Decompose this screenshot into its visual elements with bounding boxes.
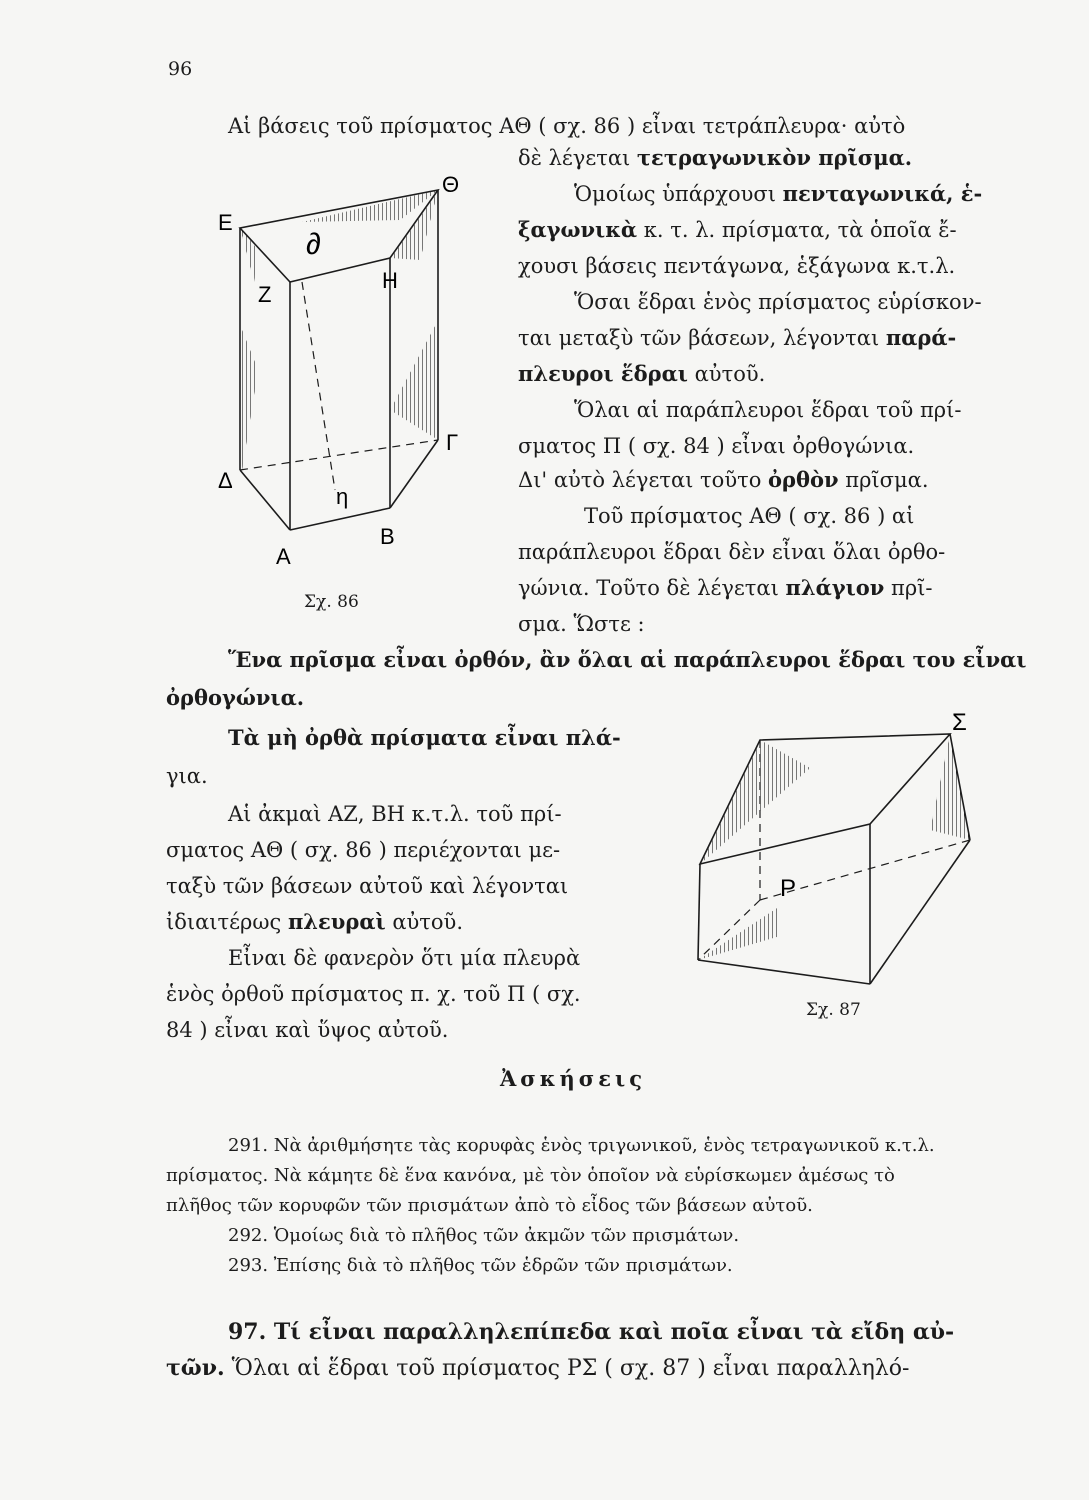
figure-86-caption: Σχ. 86: [304, 592, 359, 612]
exercise-291: 291. Νὰ ἀριθμήσητε τὰς κορυφὰς ἑνὸς τριγωνικοῦ, ἑνὸς τετραγωνικοῦ κ.τ.λ.: [228, 1135, 935, 1156]
label-Sigma: Σ: [952, 709, 967, 736]
text-span: πρῖσμα.: [838, 468, 929, 492]
text-line: Αἱ ἀκμαὶ ΑΖ, ΒΗ κ.τ.λ. τοῦ πρί-: [228, 802, 562, 826]
figure-86: [210, 170, 490, 610]
prism-diagram: [210, 170, 490, 610]
text-line: [518, 144, 912, 172]
text-span: αὐτοῦ.: [385, 910, 463, 934]
text-line: Αἱ βάσεις τοῦ πρίσματος ΑΘ ( σχ. 86 ) εἶναι τετράπλευρα· αὐτὸ: [228, 114, 906, 138]
label-theta: Θ: [442, 172, 460, 197]
bold-term: πλευροι ἕδραι: [518, 361, 688, 386]
exercise-293: 293. Ἐπίσης διὰ τὸ πλῆθος τῶν ἑδρῶν τῶν πρισμάτων.: [228, 1255, 733, 1276]
bold-term: ξαγωνικὰ: [518, 217, 638, 242]
label-P: Ρ: [780, 875, 797, 902]
text-span: κ. τ. λ. πρίσματα, τὰ ὁποῖα ἔ-: [637, 218, 957, 242]
text-span: αὐτοῦ.: [687, 362, 766, 386]
shading: [390, 320, 438, 440]
hidden-edge: [240, 440, 438, 470]
text-line: σματος ΑΘ ( σχ. 86 ) περιέχονται με-: [166, 838, 561, 862]
label-A: Α: [276, 544, 291, 569]
figure-87: [660, 709, 990, 1020]
section-97-text: [166, 1354, 909, 1383]
text-line: Εἶναι δὲ φανερὸν ὅτι μία πλευρὰ: [228, 946, 581, 970]
text-line: Ὅλαι αἱ παράπλευροι ἕδραι τοῦ πρί-: [574, 398, 962, 422]
bold-term: τῶν.: [166, 1355, 225, 1381]
text-span: ται μεταξὺ τῶν βάσεων, λέγονται: [518, 326, 886, 350]
bold-term: τετραγωνικὸν πρῖσμα.: [636, 145, 913, 170]
height-line: [302, 282, 335, 490]
text-line: παράπλευροι ἕδραι δὲν εἶναι ὅλαι ὀρθο-: [518, 540, 946, 564]
figure-87-caption: Σχ. 87: [806, 1000, 861, 1020]
text-line: [518, 216, 957, 244]
edge: [698, 864, 700, 960]
bold-term: πλάγιον: [785, 575, 885, 600]
label-B: Β: [380, 524, 395, 549]
text-line: [518, 574, 933, 602]
shading: [302, 190, 438, 222]
shading: [242, 330, 258, 470]
label-E: Ε: [218, 210, 233, 235]
text-line: χουσι βάσεις πεντάγωνα, ἑξάγωνα κ.τ.λ.: [518, 254, 956, 278]
text-span: ἰδιαιτέρως: [166, 910, 288, 934]
text-line: για.: [166, 764, 208, 788]
text-line: [518, 466, 929, 494]
rule-line: ὀρθογώνια.: [166, 685, 305, 710]
rule-line: Τὰ μὴ ὀρθὰ πρίσματα εἶναι πλά-: [228, 725, 621, 750]
label-delta-small: ∂: [306, 228, 321, 261]
text-line: [518, 324, 956, 352]
shading: [698, 906, 780, 960]
edge: [698, 960, 870, 984]
text-line: ἑνὸς ὀρθοῦ πρίσματος π. χ. τοῦ Π ( σχ.: [166, 982, 581, 1006]
text-line: Ὅσαι ἕδραι ἑνὸς πρίσματος εὑρίσκον-: [574, 290, 982, 314]
edge: [240, 470, 290, 530]
label-eta: η: [336, 484, 349, 509]
section-97-title: 97. Τί εἶναι παραλληλεπίπεδα καὶ ποῖα εἶναι τὰ εἴδη αὐ-: [228, 1319, 955, 1345]
label-H: Η: [382, 268, 398, 293]
bold-term: παρά-: [885, 325, 957, 350]
text-line: [166, 908, 463, 936]
bold-term: ὀρθὸν: [768, 467, 839, 492]
text-span: γώνια. Τοῦτο δὲ λέγεται: [518, 576, 786, 600]
bold-term: πλευραὶ: [287, 909, 386, 934]
parallelepiped-diagram: [660, 709, 990, 1020]
text-line: [518, 360, 765, 388]
text-span: πρῖ-: [884, 576, 933, 600]
bold-term: πενταγωνικά, ἑ-: [782, 181, 983, 206]
exercise-292: 292. Ὁμοίως διὰ τὸ πλῆθος τῶν ἀκμῶν τῶν πρισμάτων.: [228, 1225, 740, 1246]
text-line: 84 ) εἶναι καὶ ὕψος αὐτοῦ.: [166, 1018, 449, 1042]
text-line: [574, 180, 982, 208]
edge: [870, 840, 970, 984]
text-span: Δι' αὐτὸ λέγεται τοῦτο: [518, 468, 769, 492]
page-number: 96: [168, 58, 193, 80]
label-Gamma: Γ: [446, 430, 459, 455]
edge: [290, 508, 390, 530]
text-span: δὲ λέγεται: [518, 146, 637, 170]
text-line: ταξὺ τῶν βάσεων αὐτοῦ καὶ λέγονται: [166, 874, 569, 898]
exercise-291-cont: πλῆθος τῶν κορυφῶν τῶν πρισμάτων ἀπὸ τὸ εἶδος τῶν βάσεων αὐτοῦ.: [166, 1195, 813, 1216]
label-Delta: Δ: [218, 468, 233, 493]
text-line: σματος Π ( σχ. 84 ) εἶναι ὀρθογώνια.: [518, 434, 915, 458]
edge: [390, 440, 438, 508]
text-span: Ὅλαι αἱ ἕδραι τοῦ πρίσματος ΡΣ ( σχ. 87 ) εἶναι παραλληλό-: [224, 1356, 910, 1381]
label-Z: Ζ: [258, 282, 272, 307]
rule-line: Ἕνα πρῖσμα εἶναι ὀρθόν, ἂν ὅλαι αἱ παράπλευροι ἕδραι του εἶναι: [228, 647, 1027, 672]
exercise-291-cont: πρίσματος. Νὰ κάμητε δὲ ἕνα κανόνα, μὲ τὸν ὁποῖον νὰ εὑρίσκωμεν ἀμέσως τὸ: [166, 1165, 895, 1186]
shading: [700, 740, 810, 864]
shading: [240, 228, 258, 282]
exercises-heading: Ἀσκήσεις: [500, 1066, 646, 1091]
text-line: σμα. Ὥστε :: [518, 612, 645, 636]
text-span: Ὁμοίως ὑπάρχουσι: [574, 182, 783, 206]
text-line: Τοῦ πρίσματος ΑΘ ( σχ. 86 ) αἱ: [584, 504, 915, 528]
